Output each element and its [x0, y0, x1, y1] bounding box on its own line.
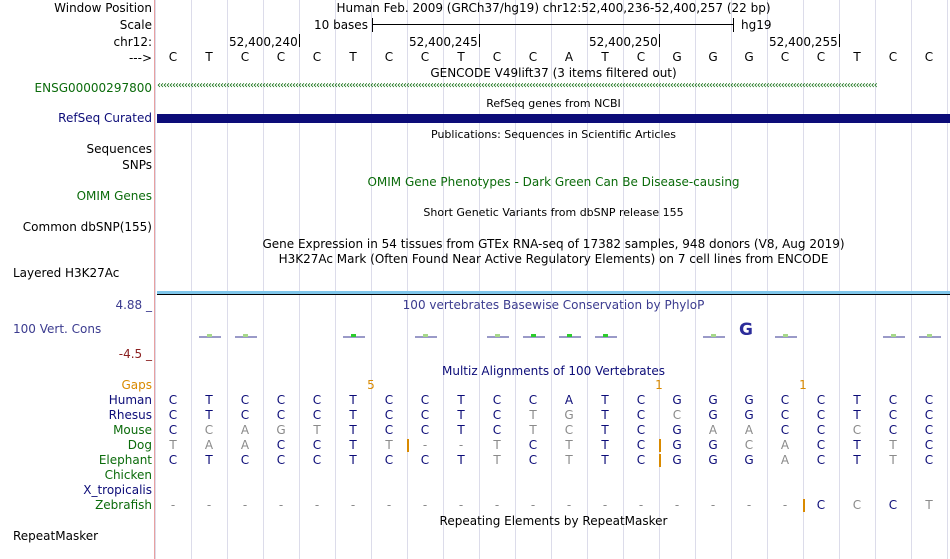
species-base: T: [889, 438, 897, 452]
species-base: C: [168, 393, 178, 407]
phylop-dot: [351, 334, 356, 337]
species-base: C: [420, 408, 430, 422]
strand-arrow-label: --->: [128, 51, 152, 65]
species-base: G: [708, 408, 718, 422]
species-base: A: [708, 423, 718, 437]
repeatmasker-label[interactable]: RepeatMasker: [13, 529, 99, 543]
species-base: C: [636, 393, 646, 407]
species-base: -: [422, 498, 428, 512]
species-base: G: [672, 438, 682, 452]
species-base: C: [852, 423, 862, 437]
coord-tick: [299, 34, 300, 47]
species-base: -: [206, 498, 212, 512]
species-base: T: [601, 408, 609, 422]
species-base: C: [780, 393, 790, 407]
reference-base: G: [744, 50, 754, 64]
species-base: T: [565, 453, 573, 467]
phylop-dot: [783, 334, 788, 337]
species-base: T: [205, 408, 213, 422]
species-label-elephant[interactable]: Elephant: [98, 453, 152, 467]
phylop-dot: [531, 334, 536, 337]
species-base: C: [888, 423, 898, 437]
reference-base: C: [888, 50, 898, 64]
species-base: C: [816, 498, 826, 512]
species-base: -: [170, 498, 176, 512]
species-base: C: [816, 408, 826, 422]
species-base: C: [204, 423, 214, 437]
species-base: T: [853, 438, 861, 452]
species-base: G: [744, 408, 754, 422]
species-base: A: [780, 438, 790, 452]
phylop-dot: [495, 334, 500, 337]
species-base: T: [853, 453, 861, 467]
species-base: C: [636, 438, 646, 452]
species-base: A: [564, 393, 574, 407]
species-base: C: [636, 423, 646, 437]
species-base: T: [889, 453, 897, 467]
species-base: C: [492, 393, 502, 407]
species-base: C: [528, 438, 538, 452]
reference-base: T: [205, 50, 213, 64]
species-base: -: [782, 498, 788, 512]
species-base: C: [384, 423, 394, 437]
coord-tick: [659, 34, 660, 47]
dbsnp-label[interactable]: Common dbSNP(155): [22, 220, 152, 234]
species-base: -: [422, 438, 428, 452]
cons-max-label: 4.88 _: [115, 298, 152, 312]
species-base: A: [204, 438, 214, 452]
species-base: C: [816, 453, 826, 467]
ensg-label[interactable]: ENSG00000297800: [34, 81, 152, 95]
species-base: C: [420, 393, 430, 407]
species-base: T: [457, 393, 465, 407]
species-base: C: [384, 408, 394, 422]
species-base: -: [458, 438, 464, 452]
species-base: -: [530, 498, 536, 512]
h3k27ac-label[interactable]: Layered H3K27Ac: [13, 266, 120, 280]
species-base: T: [205, 393, 213, 407]
species-base: T: [853, 408, 861, 422]
reference-base: C: [168, 50, 178, 64]
species-label-rhesus[interactable]: Rhesus: [108, 408, 152, 422]
omim-label[interactable]: OMIM Genes: [76, 189, 152, 203]
species-base: C: [312, 393, 322, 407]
species-label-zebrafish[interactable]: Zebrafish: [95, 498, 152, 512]
insertion-marker: [659, 454, 661, 467]
species-base: -: [458, 498, 464, 512]
species-base: C: [636, 408, 646, 422]
reference-base: A: [564, 50, 574, 64]
species-base: -: [278, 498, 284, 512]
insertion-marker: [407, 439, 409, 452]
species-base: C: [276, 408, 286, 422]
species-base: -: [746, 498, 752, 512]
species-base: C: [528, 393, 538, 407]
species-base: -: [638, 498, 644, 512]
gap-marker: 1: [655, 378, 663, 392]
species-base: C: [564, 423, 574, 437]
species-base: C: [744, 438, 754, 452]
species-base: T: [529, 408, 537, 422]
species-base: T: [493, 453, 501, 467]
species-base: A: [240, 423, 250, 437]
species-base: T: [457, 453, 465, 467]
coord-tick: [479, 34, 480, 47]
species-base: C: [924, 453, 934, 467]
species-base: C: [924, 408, 934, 422]
species-base: C: [384, 453, 394, 467]
species-label-chicken[interactable]: Chicken: [104, 468, 152, 482]
species-base: -: [602, 498, 608, 512]
coord-tick-label: 52,400,245: [409, 35, 478, 49]
reference-base: T: [601, 50, 609, 64]
assembly-text: hg19: [741, 18, 772, 32]
reference-base: C: [420, 50, 430, 64]
species-base: C: [816, 423, 826, 437]
cons-name-label[interactable]: 100 Vert. Cons: [13, 322, 102, 336]
species-base: C: [780, 408, 790, 422]
reference-base: C: [528, 50, 538, 64]
reference-base: C: [924, 50, 934, 64]
label-divider: [154, 0, 155, 559]
position-title: Human Feb. 2009 (GRCh37/hg19) chr12:52,400,236-52,400,257 (22 bp): [336, 1, 771, 15]
species-base: T: [565, 438, 573, 452]
gaps-label: Gaps: [121, 378, 152, 392]
h3k27ac-signal-bar[interactable]: [157, 291, 950, 295]
gencode-title[interactable]: GENCODE V49lift37 (3 items filtered out): [430, 66, 677, 80]
species-base: C: [852, 498, 862, 512]
reference-base: C: [780, 50, 790, 64]
gap-marker: 1: [799, 378, 807, 392]
coord-tick: [839, 34, 840, 47]
phylop-dot: [423, 334, 428, 337]
species-base: G: [276, 423, 286, 437]
species-base: T: [349, 453, 357, 467]
species-base: C: [528, 453, 538, 467]
species-label-x_tropicalis[interactable]: X_tropicalis: [83, 483, 152, 497]
species-base: T: [601, 423, 609, 437]
species-base: T: [853, 393, 861, 407]
species-base: C: [420, 423, 430, 437]
species-base: C: [924, 423, 934, 437]
reference-base: C: [636, 50, 646, 64]
species-base: T: [601, 453, 609, 467]
species-base: G: [672, 393, 682, 407]
species-base: C: [240, 393, 250, 407]
sequences-label[interactable]: Sequences: [86, 142, 152, 156]
gtex-title[interactable]: Gene Expression in 54 tissues from GTEx RNA-seq of 17382 samples, 948 donors (V8, Aug 2019): [262, 237, 845, 251]
species-base: C: [924, 438, 934, 452]
reference-base: C: [276, 50, 286, 64]
species-base: T: [169, 438, 177, 452]
dbsnp-title[interactable]: Short Genetic Variants from dbSNP release 155: [423, 206, 684, 219]
scale-label: Scale: [119, 18, 152, 32]
species-base: G: [744, 453, 754, 467]
species-base: C: [636, 453, 646, 467]
species-base: C: [312, 408, 322, 422]
scale-bar-row: [157, 16, 950, 34]
phylop-signal[interactable]: [157, 318, 950, 358]
coord-tick-label: 52,400,240: [229, 35, 298, 49]
phylop-dot: [891, 334, 896, 337]
species-base: G: [564, 408, 574, 422]
species-label-mouse[interactable]: Mouse: [113, 423, 152, 437]
coord-tick-label: 52,400,255: [769, 35, 838, 49]
species-base: G: [672, 453, 682, 467]
species-base: C: [312, 438, 322, 452]
reference-base: C: [312, 50, 322, 64]
species-base: -: [350, 498, 356, 512]
species-base: T: [349, 423, 357, 437]
refseq-gene-bar[interactable]: [157, 114, 950, 123]
species-base: C: [384, 393, 394, 407]
species-base: -: [710, 498, 716, 512]
window-position-label: Window Position: [54, 1, 152, 15]
phylop-title[interactable]: 100 vertebrates Basewise Conservation by PhyloP: [402, 298, 705, 312]
species-label-dog[interactable]: Dog: [127, 438, 152, 452]
species-base: T: [385, 438, 393, 452]
species-base: T: [349, 393, 357, 407]
species-base: T: [457, 408, 465, 422]
species-base: T: [457, 423, 465, 437]
species-base: T: [349, 408, 357, 422]
species-base: C: [672, 408, 682, 422]
species-base: C: [888, 498, 898, 512]
repeatmasker-title[interactable]: Repeating Elements by RepeatMasker: [439, 514, 668, 528]
species-base: -: [242, 498, 248, 512]
species-base: C: [888, 393, 898, 407]
scale-bar-text: 10 bases: [314, 18, 368, 32]
species-base: -: [674, 498, 680, 512]
omim-title[interactable]: OMIM Gene Phenotypes - Dark Green Can Be Disease-causing: [367, 175, 740, 189]
reference-base: C: [384, 50, 394, 64]
species-base: C: [276, 438, 286, 452]
insertion-marker: [659, 439, 661, 452]
gridline: [155, 0, 156, 559]
species-base: G: [708, 438, 718, 452]
species-base: A: [780, 453, 790, 467]
reference-base: T: [349, 50, 357, 64]
refseq-label[interactable]: RefSeq Curated: [58, 111, 152, 125]
publications-title[interactable]: Publications: Sequences in Scientific Articles: [431, 128, 676, 141]
species-base: C: [888, 408, 898, 422]
species-base: G: [744, 393, 754, 407]
reference-base: T: [853, 50, 861, 64]
species-base: C: [168, 408, 178, 422]
species-base: -: [566, 498, 572, 512]
species-base: G: [708, 393, 718, 407]
species-base: C: [168, 453, 178, 467]
phylop-dot: [711, 334, 716, 337]
species-base: C: [240, 408, 250, 422]
phylop-peak-letter: G: [739, 320, 753, 340]
species-base: C: [276, 393, 286, 407]
species-base: C: [312, 453, 322, 467]
species-base: T: [601, 438, 609, 452]
insertion-marker: [803, 499, 805, 512]
species-base: C: [420, 453, 430, 467]
phylop-dot: [927, 334, 932, 337]
species-base: C: [924, 393, 934, 407]
phylop-dot: [603, 334, 608, 337]
species-base: C: [276, 453, 286, 467]
species-base: T: [493, 438, 501, 452]
species-base: C: [780, 423, 790, 437]
species-label-human[interactable]: Human: [108, 393, 152, 407]
cons-min-label: -4.5 _: [118, 347, 152, 361]
species-base: T: [529, 423, 537, 437]
species-base: G: [672, 423, 682, 437]
reference-base: G: [708, 50, 718, 64]
reference-base: C: [816, 50, 826, 64]
snps-label[interactable]: SNPs: [122, 158, 152, 172]
phylop-dot: [207, 334, 212, 337]
species-base: C: [816, 393, 826, 407]
species-base: C: [492, 408, 502, 422]
species-base: A: [240, 438, 250, 452]
reference-base: T: [457, 50, 465, 64]
species-base: -: [386, 498, 392, 512]
species-base: C: [240, 453, 250, 467]
species-base: T: [349, 438, 357, 452]
species-base: T: [313, 423, 321, 437]
reference-base: G: [672, 50, 682, 64]
species-base: C: [816, 438, 826, 452]
phylop-dot: [567, 334, 572, 337]
species-base: G: [708, 453, 718, 467]
phylop-dot: [243, 334, 248, 337]
reference-base: C: [240, 50, 250, 64]
gencode-gene-strand[interactable]: ‹‹‹‹‹‹‹‹‹‹‹‹‹‹‹‹‹‹‹‹‹‹‹‹‹‹‹‹‹‹‹‹‹‹‹‹‹‹‹‹‹‹‹‹‹‹‹‹‹‹‹‹‹‹‹‹‹‹‹‹‹‹‹‹‹‹‹‹‹‹‹‹‹‹‹‹‹‹‹‹‹‹‹‹‹‹‹‹‹‹‹‹‹‹‹‹‹‹‹‹‹‹‹‹‹‹‹‹‹‹‹‹‹‹‹‹‹‹‹‹‹‹‹‹‹‹‹‹‹‹‹‹‹‹‹‹‹‹‹‹‹‹‹‹‹‹‹‹‹‹‹‹‹‹‹‹‹‹‹‹‹‹‹‹‹‹‹‹‹‹‹‹‹‹‹‹‹‹‹‹‹‹‹‹‹‹‹‹‹‹‹‹‹‹‹‹‹‹‹‹‹‹‹‹‹‹‹‹‹‹‹‹‹‹‹‹‹‹‹‹‹‹‹‹‹‹‹‹‹‹‹‹‹‹‹‹‹‹‹‹: [157, 80, 877, 91]
reference-base: C: [492, 50, 502, 64]
multiz-title[interactable]: Multiz Alignments of 100 Vertebrates: [441, 364, 666, 378]
species-base: -: [494, 498, 500, 512]
species-base: C: [168, 423, 178, 437]
refseq-title[interactable]: RefSeq genes from NCBI: [486, 97, 621, 110]
coord-tick-label: 52,400,250: [589, 35, 658, 49]
chrom-label: chr12:: [113, 35, 152, 49]
species-base: A: [744, 423, 754, 437]
species-base: T: [925, 498, 933, 512]
species-base: -: [314, 498, 320, 512]
gap-marker: 5: [367, 378, 375, 392]
species-base: T: [601, 393, 609, 407]
species-base: C: [492, 423, 502, 437]
h3k27ac-title[interactable]: H3K27Ac Mark (Often Found Near Active Regulatory Elements) on 7 cell lines from ENCODE: [278, 252, 829, 266]
species-base: T: [205, 453, 213, 467]
